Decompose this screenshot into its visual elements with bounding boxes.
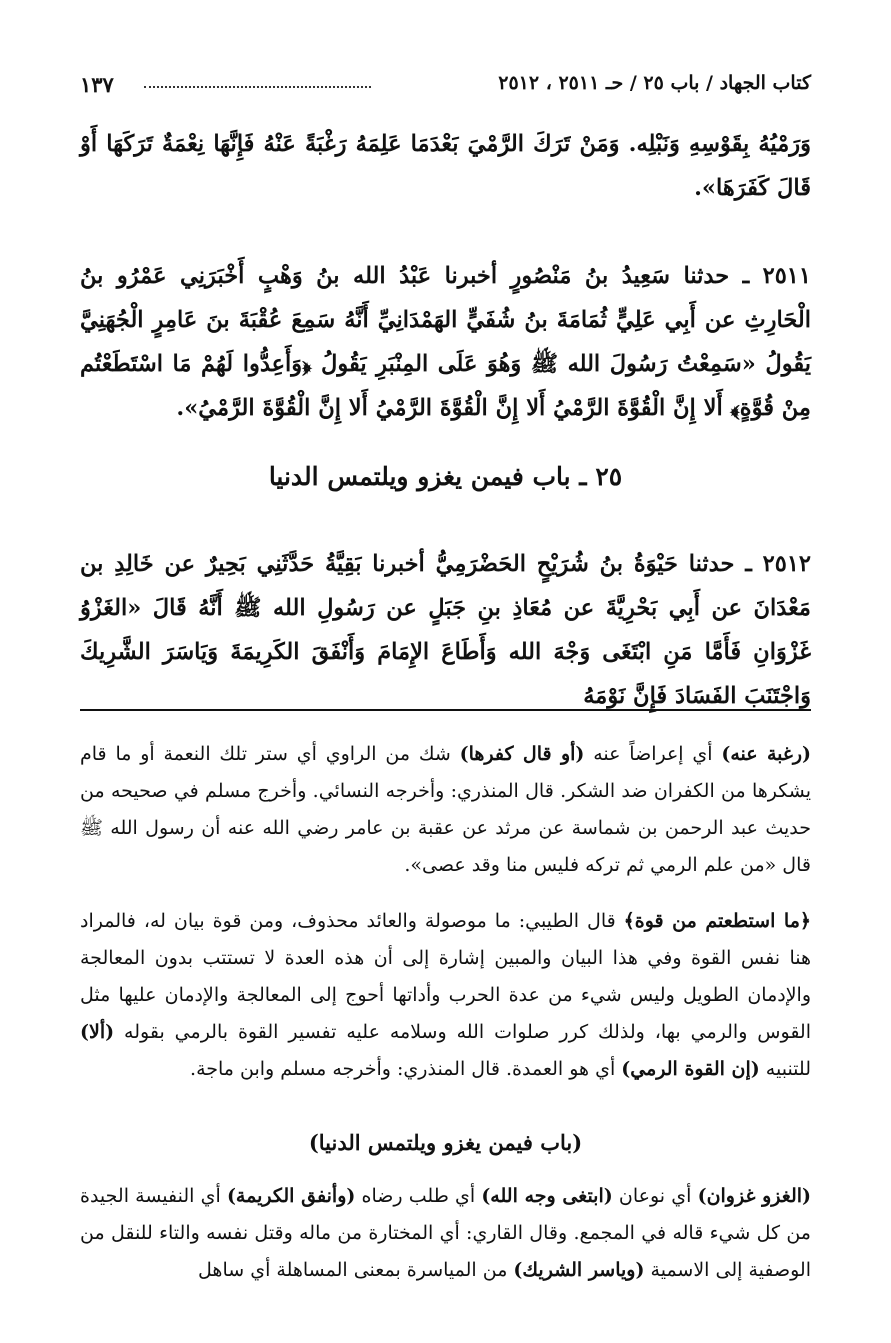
footnote-term: (وياسر الشريك) — [513, 1259, 645, 1281]
footnote-text: أي طلب رضاه — [355, 1185, 482, 1207]
footnote-text: من المياسرة بمعنى المساهلة أي ساهل — [198, 1259, 514, 1281]
hadith-number: ٢٥١٢ ـ — [745, 551, 811, 577]
running-header — [80, 72, 811, 108]
footnote-divider — [80, 709, 811, 711]
page-number: ١٣٧ — [80, 72, 114, 97]
hadith-text: حدثنا حَيْوَةُ بنُ شُرَيْحٍ الحَضْرَمِيُّ أخبرنا بَقِيَّةُ حَدَّثَنِي بَحِيرٌ عن خَالِدِ بن مَعْدَانَ عن أَبِي بَحْرِيَّةَ عن مُعَاذِ بنِ جَبَلٍ عن رَسُولِ الله ﷺ أَنَّهُ قَالَ «الغَزْوُ غَزْوَانِ فَأَمَّا مَنِ ابْتَغَى وَجْهَ الله وَأَطَاعَ الإِمَامَ وَأَنْفَقَ الكَرِيمَةَ وَيَاسَرَ الشَّرِيكَ وَاجْتَنَبَ الفَسَادَ فَإِنَّ نَوْمَهُ — [80, 551, 811, 709]
footnote-term: (رغبة عنه) — [721, 743, 811, 765]
header-title: كتاب الجهاد / باب ٢٥ / حـ ٢٥١١ ، ٢٥١٢ — [498, 72, 811, 94]
footnote-term: (وأنفق الكريمة) — [226, 1185, 356, 1207]
continued-hadith-text: وَرَمْيُهُ بِقَوْسِهِ وَنَبْلِه. وَمَنْ تَرَكَ الرَّمْيَ بَعْدَمَا عَلِمَهُ رَغْبَةً عَنْهُ فَإِنَّهَا نِعْمَةٌ تَرَكَهَا أَوْ قَالَ كَفَرَهَا». — [80, 131, 811, 201]
footnote-text: أي النفيسة الجيدة من كل شيء قاله في المجمع. وقال القاري: أي المختارة من ماله وقتل نفسه والتاء للنقل من الوصفية إلى الاسمية — [80, 1185, 811, 1281]
hadith-2512 — [80, 542, 811, 718]
footnote-term: (ألا) — [80, 1021, 115, 1043]
footnote-2 — [80, 903, 811, 1088]
footnote-text: شك من الراوي أي ستر تلك النعمة أو ما قام يشكرها من الكفران ضد الشكر. قال المنذري: وأخرجه النسائي. وأخرج مسلم في صحيحه من حديث عبد الرحمن بن شماسة عن مرثد عن عقبة بن عامر رضي الله عنه أن رسول الله ﷺ قال «من علم الرمي ثم تركه فليس منا وقد عصى». — [80, 743, 811, 876]
chapter-heading: ٢٥ ـ باب فيمن يغزو ويلتمس الدنيا — [268, 462, 623, 491]
footnote-term: (ابتغى وجه الله) — [481, 1185, 613, 1207]
footnote-section-heading: (باب فيمن يغزو ويلتمس الدنيا) — [308, 1130, 583, 1155]
header-dotted-leader — [144, 86, 371, 88]
footnote-text: أي إعراضاً عنه — [584, 743, 722, 765]
footnote-text: للتنبيه — [759, 1058, 811, 1080]
footnote-text: قال الطيبي: ما موصولة والعائد محذوف، ومن قوة بيان له، فالمراد هنا نفس القوة وفي هذا البيان والمبين إشارة إلى أن هذه العدة لا تستتب بدون المعالجة والإدمان الطويل وليس شيء من عدة الحرب وأداتها أحوج إلى المعالجة والإدمان عليها مثل القوس والرمي بها، ولذلك كرر صلوات الله وسلامه عليه تفسير القوة بالرمي بقوله — [80, 910, 811, 1043]
footnote-text: أي نوعان — [612, 1185, 698, 1207]
hadith-2511 — [80, 254, 811, 430]
footnote-3 — [80, 1178, 811, 1289]
hadith-number: ٢٥١١ ـ — [742, 263, 811, 289]
footnote-text: أي هو العمدة. قال المنذري: وأخرجه مسلم وابن ماجة. — [190, 1058, 622, 1080]
footnote-term: (إن القوة الرمي) — [621, 1058, 760, 1080]
footnote-term: (أو قال كفرها) — [459, 743, 585, 765]
hadith-text: حدثنا سَعِيدُ بنُ مَنْصُورٍ أخبرنا عَبْدُ الله بنُ وَهْبٍ أَخْبَرَنِي عَمْرُو بنُ الْحَارِثِ عن أَبِي عَلِيٍّ ثُمَامَةَ بنُ شُفَيٍّ الهَمْدَانِيِّ أَنَّهُ سَمِعَ عُقْبَةَ بنَ عَامِرٍ الْجُهَنِيَّ يَقُولُ «سَمِعْتُ رَسُولَ الله ﷺ وَهُوَ عَلَى المِنْبَرِ يَقُولُ ﴿وَأَعِدُّوا لَهُمْ مَا اسْتَطَعْتُم مِنْ قُوَّةٍ﴾ أَلا إِنَّ الْقُوَّةَ الرَّمْيُ أَلا إِنَّ الْقُوَّةَ الرَّمْيُ أَلا إِنَّ الْقُوَّةَ الرَّمْيُ». — [80, 263, 811, 421]
footnote-1 — [80, 736, 811, 884]
footnote-term: ﴿ما استطعتم من قوة﴾ — [623, 910, 811, 932]
footnote-term: (الغزو غزوان) — [697, 1185, 812, 1207]
